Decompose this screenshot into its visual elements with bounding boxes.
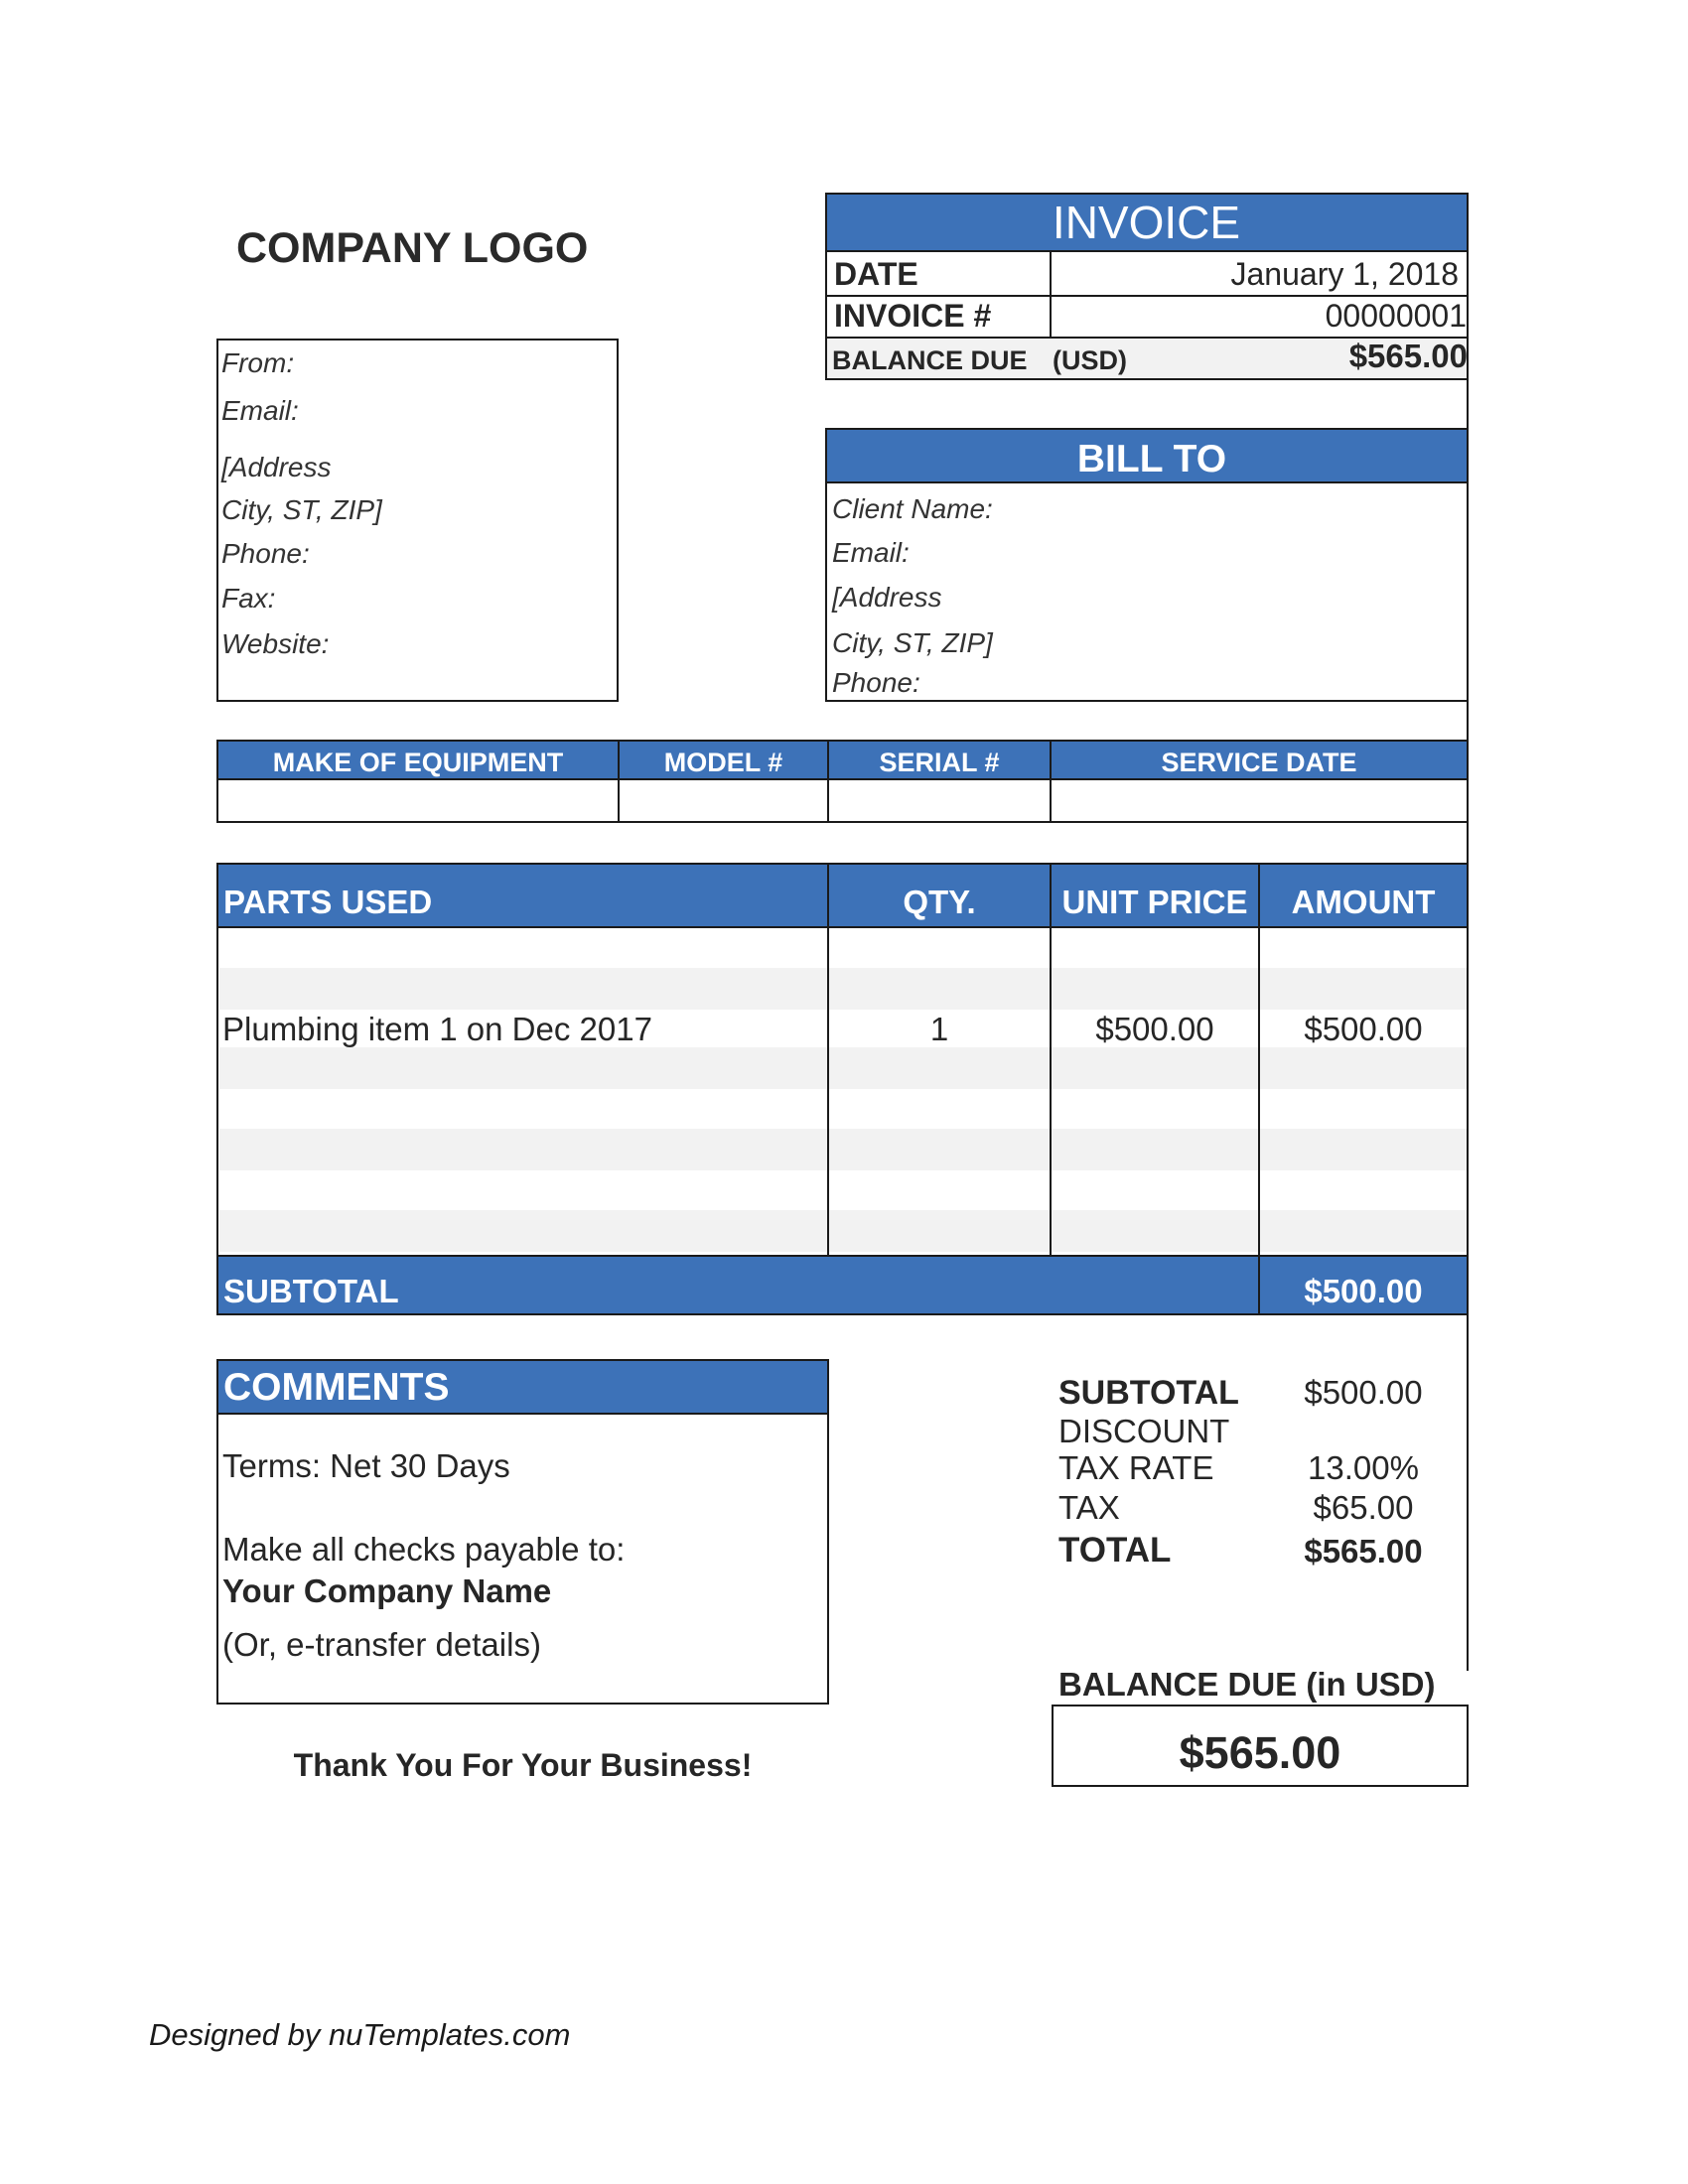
invoice-number-label: INVOICE # [834, 298, 992, 334]
parts-subtotal-label: SUBTOTAL [223, 1273, 399, 1309]
totals-tax-rate-value: 13.00% [1308, 1449, 1419, 1486]
part-qty: 1 [929, 1011, 949, 1047]
from-email-label: Email: [221, 395, 299, 426]
totals-tax-value: $65.00 [1313, 1489, 1414, 1526]
balance-due-value: $565.00 [1348, 338, 1468, 374]
comments-payable: Make all checks payable to: [222, 1531, 626, 1568]
client-name-label: Client Name: [832, 493, 993, 524]
balance-due-footer-label: BALANCE DUE (in USD) [1058, 1666, 1436, 1703]
client-address-line2: City, ST, ZIP] [832, 627, 993, 658]
date-value: January 1, 2018 [1230, 256, 1459, 292]
equipment-header-service-date: SERVICE DATE [1161, 748, 1357, 777]
part-item: Plumbing item 1 on Dec 2017 [222, 1011, 652, 1047]
bill-to-title: BILL TO [1076, 438, 1227, 480]
totals-tax-rate-label: TAX RATE [1058, 1449, 1214, 1486]
client-phone-label: Phone: [832, 667, 920, 698]
totals-subtotal-value: $500.00 [1304, 1374, 1423, 1411]
parts-header-qty: QTY. [903, 884, 976, 920]
invoice-title: INVOICE [1052, 197, 1241, 248]
equipment-header-model: MODEL # [663, 748, 783, 777]
company-logo: COMPANY LOGO [236, 224, 589, 272]
parts-header-unit-price: UNIT PRICE [1061, 884, 1248, 920]
invoice-number-value: 00000001 [1325, 298, 1467, 334]
parts-header-item: PARTS USED [223, 884, 433, 920]
client-email-label: Email: [832, 537, 910, 568]
client-address-line1: [Address [832, 582, 942, 613]
from-fax-label: Fax: [221, 583, 276, 614]
totals-subtotal-label: SUBTOTAL [1058, 1374, 1239, 1412]
comments-etransfer: (Or, e-transfer details) [222, 1626, 541, 1663]
balance-due-footer-value: $565.00 [1179, 1727, 1341, 1778]
parts-subtotal-value: $500.00 [1304, 1273, 1423, 1309]
from-label: From: [221, 347, 295, 378]
comments-title: COMMENTS [223, 1366, 450, 1409]
from-address-line1: [Address [221, 452, 332, 482]
comments-terms: Terms: Net 30 Days [222, 1447, 510, 1484]
parts-header-amount: AMOUNT [1291, 884, 1436, 920]
totals-total-label: TOTAL [1058, 1531, 1172, 1570]
from-address-line2: City, ST, ZIP] [221, 494, 382, 525]
from-phone-label: Phone: [221, 538, 310, 569]
date-label: DATE [834, 256, 918, 292]
thank-you-message: Thank You For Your Business! [293, 1747, 753, 1783]
part-amount: $500.00 [1304, 1011, 1423, 1047]
comments-company-name: Your Company Name [222, 1572, 552, 1609]
designer-credit: Designed by nuTemplates.com [149, 2017, 571, 2052]
from-website-label: Website: [221, 628, 330, 659]
equipment-header-serial: SERIAL # [879, 748, 1000, 777]
equipment-header-make: MAKE OF EQUIPMENT [272, 748, 564, 777]
totals-total-value: $565.00 [1304, 1533, 1423, 1570]
balance-due-label: BALANCE DUE [832, 345, 1028, 375]
balance-due-currency: (USD) [1053, 345, 1127, 375]
totals-discount-label: DISCOUNT [1058, 1413, 1230, 1449]
part-unit-price: $500.00 [1095, 1011, 1214, 1047]
totals-tax-label: TAX [1058, 1489, 1120, 1526]
